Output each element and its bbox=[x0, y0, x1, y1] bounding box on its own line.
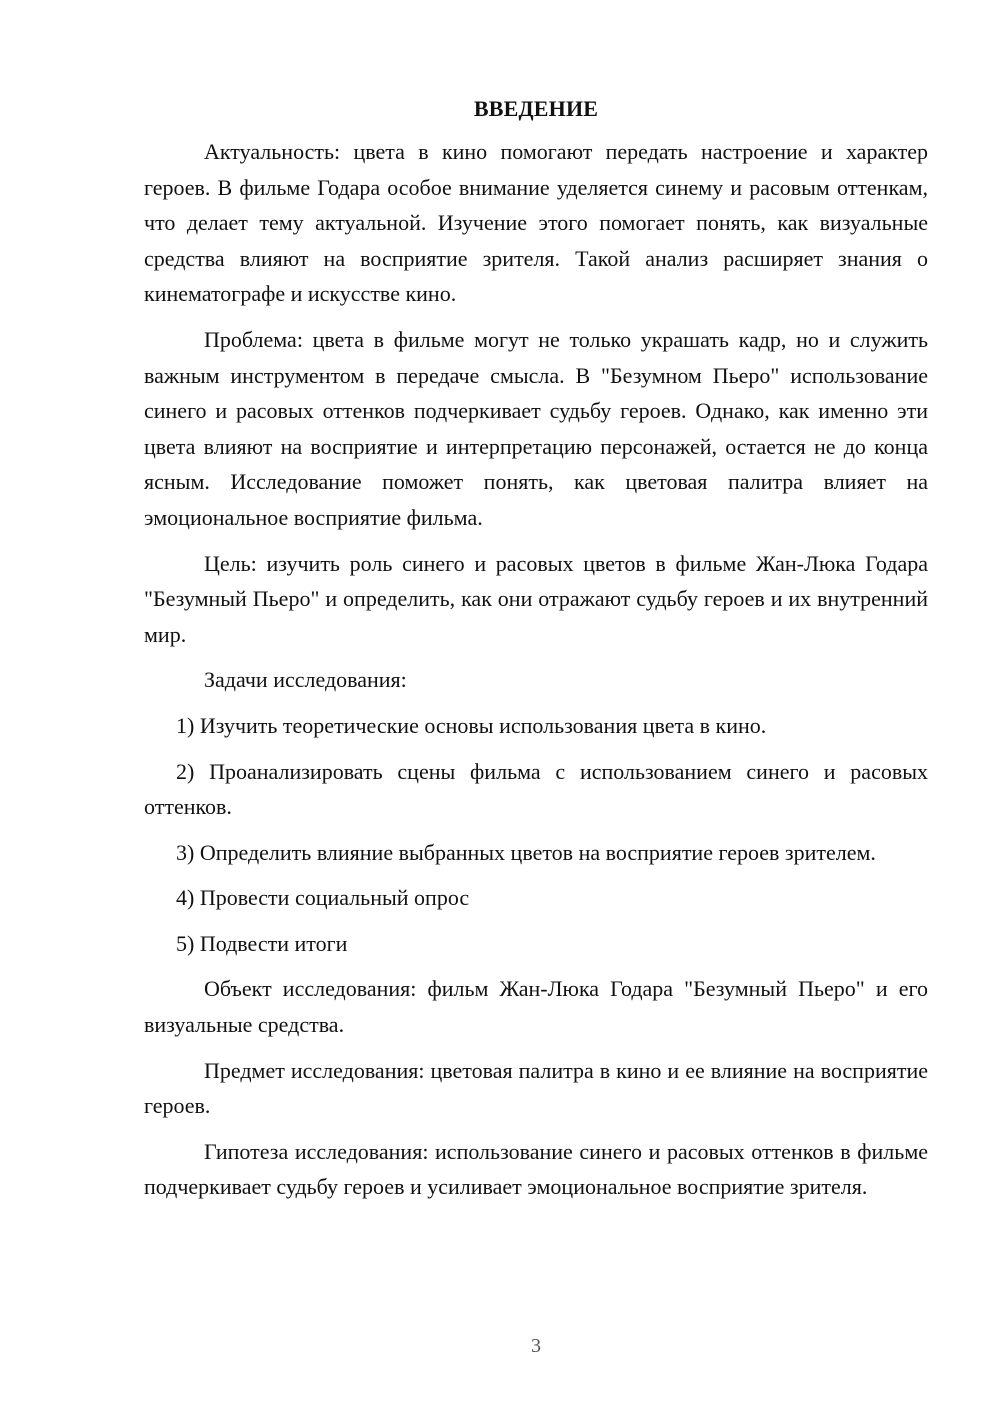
paragraph-relevance: Актуальность: цвета в кино помогают передать настроение и характер героев. В фильме Годара особое внимание уделяется синему и расовым оттенкам, что делает тему актуальной. Изучение этого помогает понять, как визуальные средства влияют на восприятие зрителя. Такой анализ расширяет знания о кинематографе и искусстве кино. bbox=[144, 139, 928, 307]
task-item-4: 4) Провести социальный опрос bbox=[176, 885, 470, 911]
task-item-1: 1) Изучить теоретические основы использования цвета в кино. bbox=[176, 712, 767, 738]
page-number: 3 bbox=[531, 1335, 541, 1357]
paragraph-object: Объект исследования: фильм Жан-Люка Годара "Безумный Пьеро" и его визуальные средства. bbox=[144, 976, 928, 1038]
task-item-5: 5) Подвести итоги bbox=[176, 930, 348, 956]
task-item-3: 3) Определить влияние выбранных цветов на восприятие героев зрителем. bbox=[176, 839, 876, 865]
paragraph-problem: Проблема: цвета в фильме могут не только украшать кадр, но и служить важным инструментом в передаче смысла. В "Безумном Пьеро" использование синего и расовых оттенков подчеркивает судьбу героев. Однако, как именно эти цвета влияют на восприятие и интерпретацию персонажей, остается не до конца ясным. Исследование поможет понять, как цветовая палитра влияет на эмоциональное восприятие фильма. bbox=[144, 326, 928, 530]
task-item-2: 2) Проанализировать сцены фильма с использованием синего и расовых оттенков. bbox=[144, 758, 928, 820]
page-title: ВВЕДЕНИЕ bbox=[473, 96, 599, 121]
page-content bbox=[144, 94, 928, 1215]
paragraph-subject: Предмет исследования: цветовая палитра в кино и ее влияние на восприятие героев. bbox=[144, 1057, 928, 1119]
tasks-heading: Задачи исследования: bbox=[204, 667, 407, 693]
paragraph-goal: Цель: изучить роль синего и расовых цветов в фильме Жан-Люка Годара "Безумный Пьеро" и определить, как они отражают судьбу героев и их внутренний мир. bbox=[144, 550, 928, 647]
paragraph-hypothesis: Гипотеза исследования: использование синего и расовых оттенков в фильме подчеркивает судьбу героев и усиливает эмоциональное восприятие зрителя. bbox=[144, 1138, 928, 1200]
